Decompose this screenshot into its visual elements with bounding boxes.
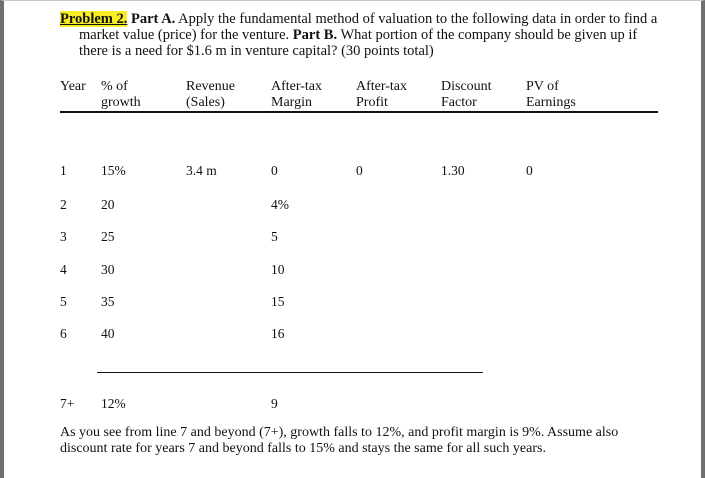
row-4-margin: 10 [271, 262, 285, 277]
row-3-year: 3 [60, 229, 67, 244]
problem-label: Problem 2. [60, 11, 128, 27]
header-revenue-line2: (Sales) [186, 95, 225, 110]
footer-line-2: discount rate for years 7 and beyond falls to 15% and stays the same for all such years. [60, 441, 546, 456]
row-1-year: 1 [60, 163, 67, 178]
row-1-revenue: 3.4 m [186, 163, 217, 178]
row-1-growth: 15% [101, 163, 126, 178]
header-pv-line2: Earnings [526, 95, 576, 110]
header-revenue-line1: Revenue [186, 79, 235, 94]
header-pv-line1: PV of [526, 79, 559, 94]
row-7plus-growth: 12% [101, 396, 126, 411]
header-margin-line1: After-tax [271, 79, 323, 94]
row-1-pv: 0 [526, 163, 533, 178]
header-rule [60, 111, 658, 113]
row-6-growth: 40 [101, 326, 115, 341]
part-b-label: Part B. [292, 27, 338, 43]
header-growth-line1: % of [101, 79, 128, 94]
problem-statement [60, 11, 660, 59]
row-4-year: 4 [60, 262, 67, 277]
footer-line-1: As you see from line 7 and beyond (7+), growth falls to 12%, and profit margin is 9%. Assume also [60, 425, 619, 440]
row-6-year: 6 [60, 326, 67, 341]
row-2-margin: 4% [271, 197, 289, 212]
header-discount-line2: Factor [441, 95, 477, 110]
footer-note [60, 425, 660, 457]
problem-line-2-post: What portion of the company should be given up if [337, 27, 638, 43]
header-growth-line2: growth [101, 95, 141, 110]
header-discount-line1: Discount [441, 79, 492, 94]
row-1-margin: 0 [271, 163, 278, 178]
row-5-growth: 35 [101, 294, 115, 309]
row-5-margin: 15 [271, 294, 285, 309]
row-2-year: 2 [60, 197, 67, 212]
row-2-growth: 20 [101, 197, 115, 212]
problem-line-3: there is a need for $1.6 m in venture capital? (30 points total) [79, 43, 434, 59]
problem-line-2 [60, 27, 660, 43]
summary-rule [97, 372, 483, 373]
row-5-year: 5 [60, 294, 67, 309]
header-margin-line2: Margin [271, 95, 312, 110]
part-a-label: Part A. [131, 11, 176, 27]
row-3-growth: 25 [101, 229, 115, 244]
header-profit-line1: After-tax [356, 79, 408, 94]
row-7plus-margin: 9 [271, 396, 278, 411]
row-1-discount: 1.30 [441, 163, 465, 178]
row-6-margin: 16 [271, 326, 285, 341]
row-3-margin: 5 [271, 229, 278, 244]
problem-line-1 [60, 11, 660, 27]
header-profit-line2: Profit [356, 95, 388, 110]
problem-line-1-text: Apply the fundamental method of valuation to the following data in order to find a [175, 11, 658, 27]
problem-line-2-pre: market value (price) for the venture. [79, 27, 293, 43]
row-1-profit: 0 [356, 163, 363, 178]
row-4-growth: 30 [101, 262, 115, 277]
header-year: Year [60, 79, 86, 94]
row-7plus-year: 7+ [60, 396, 75, 411]
